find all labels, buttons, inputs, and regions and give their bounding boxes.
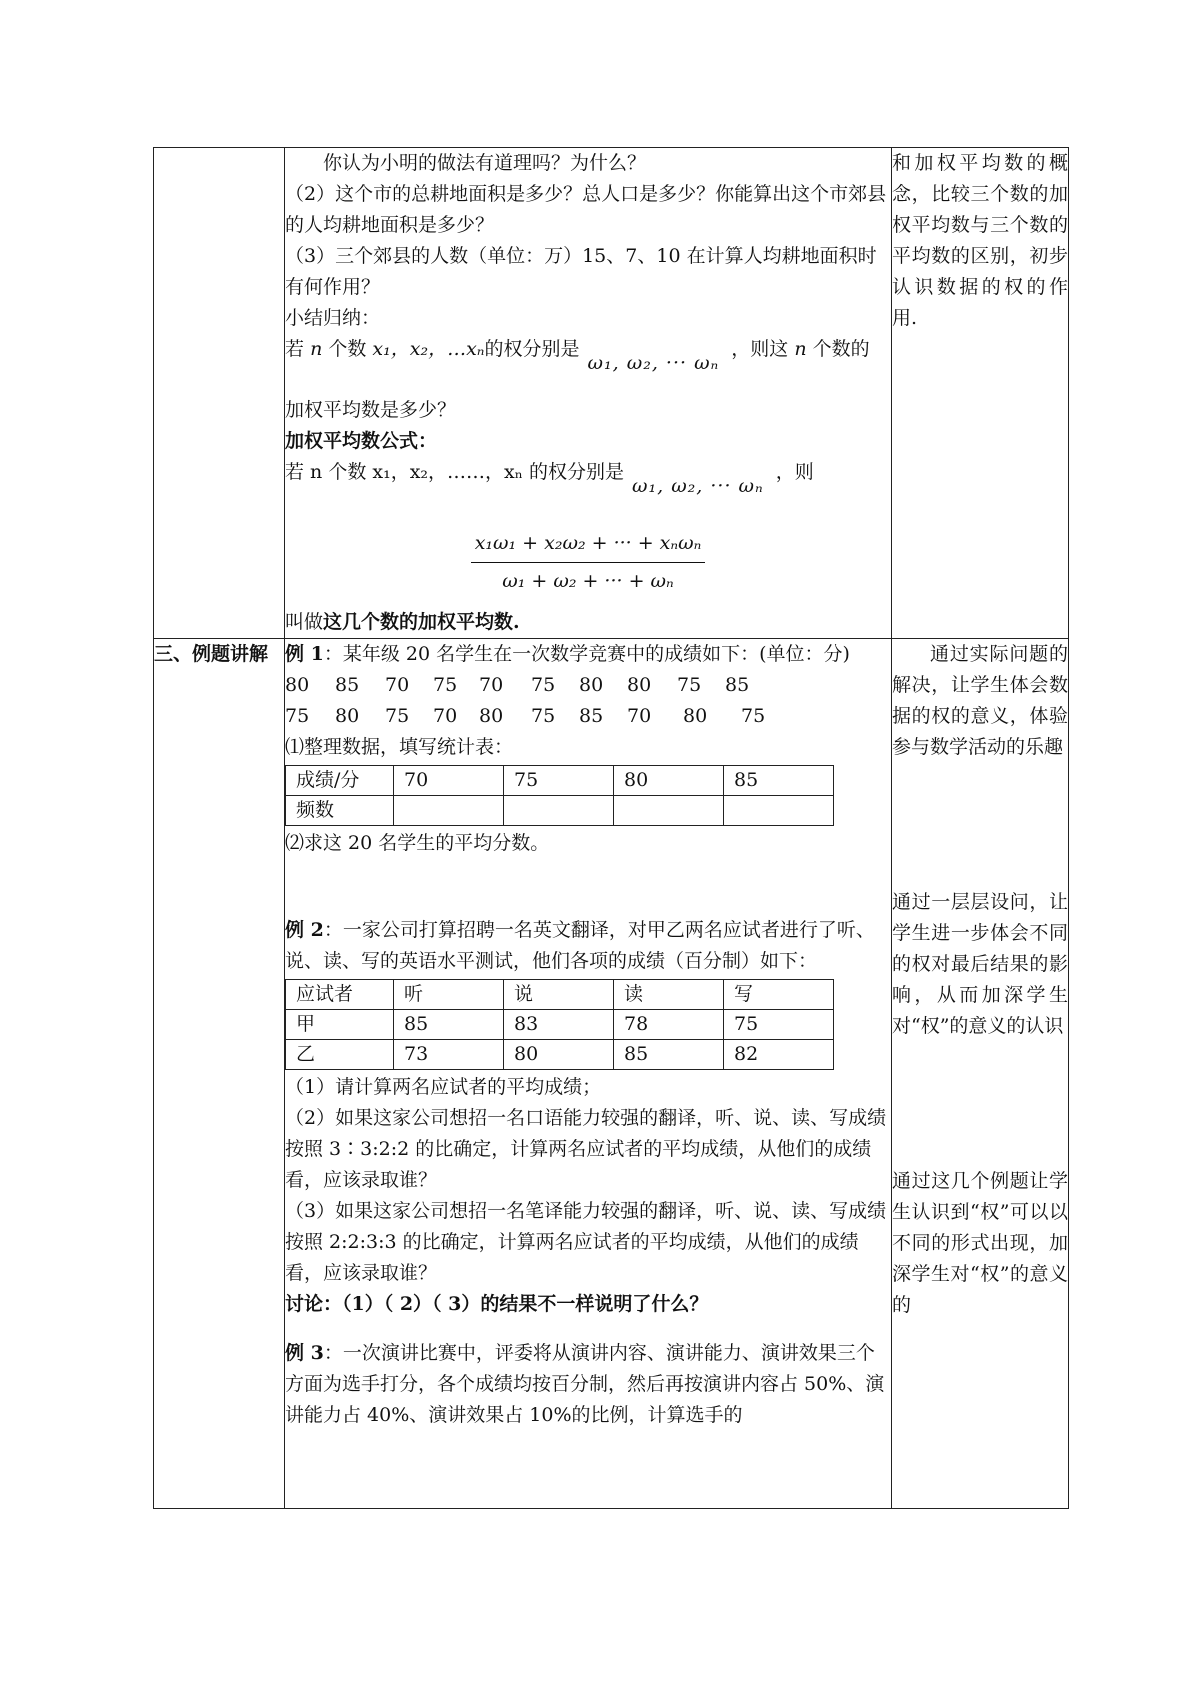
example-2: 例 2：一家公司打算招聘一名英文翻译，对甲乙两名应试者进行了听、说、读、写的英语水平测试，他们各项的成绩（百分制）如下： xyxy=(285,919,875,972)
score-value: 75 xyxy=(385,705,410,727)
table-cell: 乙 xyxy=(286,1040,394,1070)
summary-tail: 加权平均数是多少？ xyxy=(285,399,457,421)
table-cell: 80 xyxy=(614,766,724,796)
table-header-cell: 说 xyxy=(504,980,614,1010)
score-table xyxy=(285,979,834,1070)
question-reason: 你认为小明的做法有道理吗？为什么？ xyxy=(323,152,647,174)
table-header-cell: 应试者 xyxy=(286,980,394,1010)
score-value: 75 xyxy=(677,674,702,696)
note-2: 通过一层层设问，让学生进一步体会不同的权对最后结果的影响，从而加深学生对“权”的意义的认识 xyxy=(892,891,1068,1037)
table-cell: 85 xyxy=(724,766,834,796)
table-row xyxy=(154,639,1069,1509)
score-value: 75 xyxy=(285,705,310,727)
discussion: 讨论：（1）（ 2）（ 3）的结果不一样说明了什么？ xyxy=(285,1293,709,1315)
score-value: 70 xyxy=(479,674,504,696)
stage-cell-empty xyxy=(154,148,285,639)
table-row xyxy=(286,980,834,1010)
table-row xyxy=(286,1040,834,1070)
note-cell-examples xyxy=(892,639,1069,1509)
score-value: 75 xyxy=(433,674,458,696)
example-2-question-3: （3）如果这家公司想招一名笔译能力较强的翻译，听、说、读、写成绩按照 2:2:3:3 的比确定，计算两名应试者的平均成绩，从他们的成绩看，应该录取谁？ xyxy=(285,1200,887,1284)
weights-symbols: ω₁, ω₂, ··· ωₙ xyxy=(587,352,720,374)
score-value: 80 xyxy=(335,705,360,727)
table-row xyxy=(154,148,1069,639)
table-header-cell: 读 xyxy=(614,980,724,1010)
score-value: 85 xyxy=(579,705,604,727)
formula-numerator: x₁ω₁ + x₂ω₂ + ··· + xₙωₙ xyxy=(471,528,706,563)
table-cell xyxy=(724,796,834,826)
score-value: 75 xyxy=(741,705,766,727)
example-2-question-2: （2）如果这家公司想招一名口语能力较强的翻译，听、说、读、写成绩按照 3∶3:2:2 的比确定，计算两名应试者的平均成绩，从他们的成绩看，应该录取谁？ xyxy=(285,1107,887,1191)
table-cell xyxy=(504,796,614,826)
table-cell: 78 xyxy=(614,1010,724,1040)
lesson-plan-table xyxy=(153,147,1069,1509)
example-1-question-1: ⑴整理数据，填写统计表： xyxy=(285,736,514,758)
scores-row-1 xyxy=(285,670,891,701)
table-cell: 73 xyxy=(394,1040,504,1070)
formula-title: 加权平均数公式： xyxy=(285,430,438,452)
table-cell: 80 xyxy=(504,1040,614,1070)
table-header-cell: 写 xyxy=(724,980,834,1010)
note-1: 通过实际问题的解决，让学生体会数据的权的意义，体验参与数学活动的乐趣 xyxy=(892,643,1068,758)
scores-row-2 xyxy=(285,701,891,732)
table-row xyxy=(286,796,834,826)
table-cell: 82 xyxy=(724,1040,834,1070)
table-cell: 85 xyxy=(614,1040,724,1070)
score-value: 80 xyxy=(285,674,310,696)
summary-label: 小结归纳： xyxy=(285,307,381,329)
content-cell-concept xyxy=(285,148,892,639)
score-value: 80 xyxy=(479,705,504,727)
score-value: 70 xyxy=(385,674,410,696)
score-value: 85 xyxy=(335,674,360,696)
table-row xyxy=(286,766,834,796)
note-3: 通过这几个例题让学生认识到“权”可以以不同的形式出现，加深学生对“权”的意义的 xyxy=(892,1170,1068,1316)
table-header-cell: 听 xyxy=(394,980,504,1010)
table-cell: 成绩/分 xyxy=(286,766,394,796)
question-3: （3）三个郊县的人数（单位：万）15、7、10 在计算人均耕地面积时有何作用？ xyxy=(285,245,877,298)
table-cell: 70 xyxy=(394,766,504,796)
score-value: 70 xyxy=(433,705,458,727)
example-1-question-2: ⑵求这 20 名学生的平均分数。 xyxy=(285,832,550,854)
score-value: 70 xyxy=(627,705,652,727)
weighted-mean-formula xyxy=(285,528,891,597)
example-2-question-1: （1）请计算两名应试者的平均成绩； xyxy=(285,1076,602,1098)
score-value: 80 xyxy=(579,674,604,696)
score-value: 75 xyxy=(531,674,556,696)
table-cell xyxy=(394,796,504,826)
conclusion: 叫做这几个数的加权平均数. xyxy=(285,611,520,633)
example-3: 例 3：一次演讲比赛中，评委将从演讲内容、演讲能力、演讲效果三个方面为选手打分，各个成绩均按百分制，然后再按演讲内容占 50%、演讲能力占 40%、演讲效果占 10%的比例，计算选手的 xyxy=(285,1342,885,1426)
score-value: 85 xyxy=(725,674,750,696)
formula-denominator: ω₁ + ω₂ + ··· + ωₙ xyxy=(502,570,674,592)
weights-symbols-2: ω₁, ω₂, ··· ωₙ xyxy=(632,475,764,497)
formula-intro: 若 n 个数 x₁，x₂，……，xₙ 的权分别是ω₁, ω₂, ··· ωₙ，则 xyxy=(285,457,891,502)
frequency-table xyxy=(285,765,834,826)
score-value: 80 xyxy=(683,705,708,727)
table-cell: 75 xyxy=(724,1010,834,1040)
table-cell: 甲 xyxy=(286,1010,394,1040)
score-value: 75 xyxy=(531,705,556,727)
table-row xyxy=(286,1010,834,1040)
example-1: 例 1：某年级 20 名学生在一次数学竞赛中的成绩如下：(单位：分) xyxy=(285,643,850,665)
stage-heading: 三、例题讲解 xyxy=(154,639,285,1509)
table-cell: 75 xyxy=(504,766,614,796)
table-cell: 频数 xyxy=(286,796,394,826)
score-value: 80 xyxy=(627,674,652,696)
note-cell-concept: 和加权平均数的概念，比较三个数的加权平均数与三个数的平均数的区别，初步认识数据的权的作用. xyxy=(892,148,1069,639)
table-cell xyxy=(614,796,724,826)
summary-sentence: 若 n 个数 x₁，x₂，…xₙ的权分别是ω₁, ω₂, ··· ωₙ，则这 n 个数的 xyxy=(285,334,891,379)
table-cell: 85 xyxy=(394,1010,504,1040)
content-cell-examples xyxy=(285,639,892,1509)
table-cell: 83 xyxy=(504,1010,614,1040)
question-2: （2）这个市的总耕地面积是多少？总人口是多少？你能算出这个市郊县的人均耕地面积是多少？ xyxy=(285,183,887,236)
